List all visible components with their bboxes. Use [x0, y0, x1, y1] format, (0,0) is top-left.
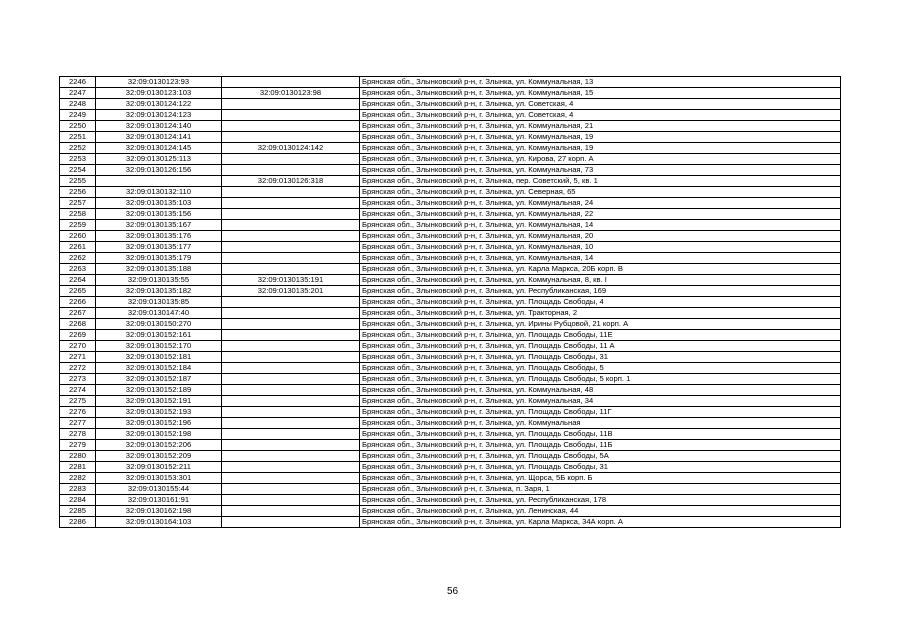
- previous-cadastral-number-cell: [222, 462, 360, 473]
- cadastral-number-cell: 32:09:0130152:184: [96, 363, 222, 374]
- table-row: [60, 209, 841, 220]
- row-number-cell: 2247: [60, 88, 96, 99]
- row-number-cell: 2262: [60, 253, 96, 264]
- table-row: [60, 418, 841, 429]
- previous-cadastral-number-cell: [222, 165, 360, 176]
- cadastral-number-cell: 32:09:0130152:161: [96, 330, 222, 341]
- cadastral-number-cell: 32:09:0130135:188: [96, 264, 222, 275]
- address-cell: Брянская обл., Злынковский р-н, г. Злынка, ул. Тракторная, 2: [360, 308, 841, 319]
- previous-cadastral-number-cell: [222, 363, 360, 374]
- cadastral-number-cell: 32:09:0130152:191: [96, 396, 222, 407]
- table-row: [60, 407, 841, 418]
- table-row: [60, 286, 841, 297]
- table-row: [60, 121, 841, 132]
- previous-cadastral-number-cell: [222, 154, 360, 165]
- table-row: [60, 462, 841, 473]
- previous-cadastral-number-cell: 32:09:0130124:142: [222, 143, 360, 154]
- previous-cadastral-number-cell: [222, 253, 360, 264]
- previous-cadastral-number-cell: [222, 385, 360, 396]
- previous-cadastral-number-cell: [222, 495, 360, 506]
- previous-cadastral-number-cell: [222, 77, 360, 88]
- cadastral-number-cell: 32:09:0130135:176: [96, 231, 222, 242]
- row-number-cell: 2271: [60, 352, 96, 363]
- address-cell: Брянская обл., Злынковский р-н, г. Злынка, ул. Коммунальная, 19: [360, 132, 841, 143]
- row-number-cell: 2253: [60, 154, 96, 165]
- previous-cadastral-number-cell: [222, 308, 360, 319]
- table-row: [60, 352, 841, 363]
- address-cell: Брянская обл., Злынковский р-н, г. Злынка, ул. Карла Маркса, 20Б корп. В: [360, 264, 841, 275]
- row-number-cell: 2255: [60, 176, 96, 187]
- previous-cadastral-number-cell: [222, 99, 360, 110]
- row-number-cell: 2263: [60, 264, 96, 275]
- previous-cadastral-number-cell: 32:09:0130135:201: [222, 286, 360, 297]
- row-number-cell: 2273: [60, 374, 96, 385]
- cadastral-number-cell: 32:09:0130135:55: [96, 275, 222, 286]
- address-cell: Брянская обл., Злынковский р-н, г. Злынка, ул. Площадь Свободы, 5: [360, 363, 841, 374]
- address-cell: Брянская обл., Злынковский р-н, г. Злынка, ул. Коммунальная, 8, кв. I: [360, 275, 841, 286]
- address-cell: Брянская обл., Злынковский р-н, г. Злынка, ул. Кирова, 27 корп. А: [360, 154, 841, 165]
- address-cell: Брянская обл., Злынковский р-н, г. Злынка, ул. Площадь Свободы, 31: [360, 462, 841, 473]
- previous-cadastral-number-cell: [222, 264, 360, 275]
- cadastral-number-cell: 32:09:0130124:140: [96, 121, 222, 132]
- address-cell: Брянская обл., Злынковский р-н, г. Злынка, ул. Коммунальная, 34: [360, 396, 841, 407]
- address-cell: Брянская обл., Злынковский р-н, г. Злынка, ул. Площадь Свободы, 11Е: [360, 330, 841, 341]
- address-cell: Брянская обл., Злынковский р-н, г. Злынка, ул. Коммунальная, 21: [360, 121, 841, 132]
- table-row: [60, 495, 841, 506]
- cadastral-number-cell: 32:09:0130135:182: [96, 286, 222, 297]
- cadastral-number-cell: 32:09:0130135:167: [96, 220, 222, 231]
- row-number-cell: 2276: [60, 407, 96, 418]
- cadastral-number-cell: 32:09:0130153:301: [96, 473, 222, 484]
- row-number-cell: 2260: [60, 231, 96, 242]
- previous-cadastral-number-cell: [222, 418, 360, 429]
- table-row: [60, 484, 841, 495]
- address-cell: Брянская обл., Злынковский р-н, г. Злынка, ул. Коммунальная, 48: [360, 385, 841, 396]
- address-cell: Брянская обл., Злынковский р-н, г. Злынка, ул. Коммунальная, 14: [360, 253, 841, 264]
- cadastral-number-cell: 32:09:0130135:85: [96, 297, 222, 308]
- row-number-cell: 2283: [60, 484, 96, 495]
- cadastral-number-cell: 32:09:0130152:196: [96, 418, 222, 429]
- address-cell: Брянская обл., Злынковский р-н, г. Злынка, ул. Северная, 65: [360, 187, 841, 198]
- table-row: [60, 396, 841, 407]
- table-row: [60, 308, 841, 319]
- row-number-cell: 2281: [60, 462, 96, 473]
- table-row: [60, 77, 841, 88]
- cadastral-number-cell: 32:09:0130152:206: [96, 440, 222, 451]
- cadastral-number-cell: 32:09:0130135:177: [96, 242, 222, 253]
- table-row: [60, 451, 841, 462]
- table-row: [60, 154, 841, 165]
- row-number-cell: 2279: [60, 440, 96, 451]
- previous-cadastral-number-cell: [222, 198, 360, 209]
- table-row: [60, 132, 841, 143]
- property-registry-table: [59, 76, 841, 528]
- address-cell: Брянская обл., Злынковский р-н, г. Злынка, ул. Коммунальная, 10: [360, 242, 841, 253]
- cadastral-number-cell: 32:09:0130135:156: [96, 209, 222, 220]
- previous-cadastral-number-cell: [222, 187, 360, 198]
- row-number-cell: 2285: [60, 506, 96, 517]
- address-cell: Брянская обл., Злынковский р-н, г. Злынка, ул. Площадь Свободы, 4: [360, 297, 841, 308]
- address-cell: Брянская обл., Злынковский р-н, г. Злынка, ул. Площадь Свободы, 11 А: [360, 341, 841, 352]
- table-row: [60, 297, 841, 308]
- table-row: [60, 187, 841, 198]
- table-row: [60, 99, 841, 110]
- cadastral-number-cell: 32:09:0130152:189: [96, 385, 222, 396]
- cadastral-number-cell: 32:09:0130147:40: [96, 308, 222, 319]
- cadastral-number-cell: 32:09:0130132:110: [96, 187, 222, 198]
- previous-cadastral-number-cell: [222, 440, 360, 451]
- previous-cadastral-number-cell: 32:09:0130126:318: [222, 176, 360, 187]
- row-number-cell: 2275: [60, 396, 96, 407]
- row-number-cell: 2258: [60, 209, 96, 220]
- cadastral-number-cell: 32:09:0130123:93: [96, 77, 222, 88]
- cadastral-number-cell: [96, 176, 222, 187]
- cadastral-number-cell: 32:09:0130135:179: [96, 253, 222, 264]
- cadastral-number-cell: 32:09:0130162:198: [96, 506, 222, 517]
- previous-cadastral-number-cell: [222, 209, 360, 220]
- table-row: [60, 88, 841, 99]
- address-cell: Брянская обл., Злынковский р-н, г. Злынка, ул. Площадь Свободы, 31: [360, 352, 841, 363]
- cadastral-number-cell: 32:09:0130152:211: [96, 462, 222, 473]
- row-number-cell: 2251: [60, 132, 96, 143]
- table-row: [60, 429, 841, 440]
- previous-cadastral-number-cell: [222, 506, 360, 517]
- cadastral-number-cell: 32:09:0130123:103: [96, 88, 222, 99]
- previous-cadastral-number-cell: [222, 110, 360, 121]
- table-row: [60, 363, 841, 374]
- row-number-cell: 2282: [60, 473, 96, 484]
- table-row: [60, 176, 841, 187]
- row-number-cell: 2259: [60, 220, 96, 231]
- row-number-cell: 2265: [60, 286, 96, 297]
- table-row: [60, 440, 841, 451]
- address-cell: Брянская обл., Злынковский р-н, г. Злынка, ул. Коммунальная, 14: [360, 220, 841, 231]
- page-number: 56: [446, 586, 459, 597]
- previous-cadastral-number-cell: [222, 396, 360, 407]
- previous-cadastral-number-cell: [222, 330, 360, 341]
- cadastral-number-cell: 32:09:0130152:198: [96, 429, 222, 440]
- row-number-cell: 2268: [60, 319, 96, 330]
- address-cell: Брянская обл., Злынковский р-н, г. Злынка, ул. Коммунальная: [360, 418, 841, 429]
- table-row: [60, 143, 841, 154]
- address-cell: Брянская обл., Злынковский р-н, г. Злынка, ул. Карла Маркса, 34А корп. А: [360, 517, 841, 528]
- row-number-cell: 2264: [60, 275, 96, 286]
- table-row: [60, 110, 841, 121]
- row-number-cell: 2274: [60, 385, 96, 396]
- previous-cadastral-number-cell: 32:09:0130123:98: [222, 88, 360, 99]
- address-cell: Брянская обл., Злынковский р-н, г. Злынка, ул. Коммунальная, 24: [360, 198, 841, 209]
- row-number-cell: 2269: [60, 330, 96, 341]
- address-cell: Брянская обл., Злынковский р-н, г. Злынка, ул. Советская, 4: [360, 110, 841, 121]
- address-cell: Брянская обл., Злынковский р-н, г. Злынка, пер. Советский, 5, кв. 1: [360, 176, 841, 187]
- previous-cadastral-number-cell: [222, 132, 360, 143]
- row-number-cell: 2261: [60, 242, 96, 253]
- row-number-cell: 2280: [60, 451, 96, 462]
- table-row: [60, 264, 841, 275]
- address-cell: Брянская обл., Злынковский р-н, г. Злынка, п. Заря, 1: [360, 484, 841, 495]
- table-row: [60, 198, 841, 209]
- cadastral-number-cell: 32:09:0130164:103: [96, 517, 222, 528]
- address-cell: Брянская обл., Злынковский р-н, г. Злынка, ул. Коммунальная, 22: [360, 209, 841, 220]
- table-row: [60, 506, 841, 517]
- cadastral-number-cell: 32:09:0130126:156: [96, 165, 222, 176]
- row-number-cell: 2249: [60, 110, 96, 121]
- address-cell: Брянская обл., Злынковский р-н, г. Злынка, ул. Коммунальная, 13: [360, 77, 841, 88]
- table-row: [60, 330, 841, 341]
- cadastral-number-cell: 32:09:0130124:123: [96, 110, 222, 121]
- row-number-cell: 2266: [60, 297, 96, 308]
- address-cell: Брянская обл., Злынковский р-н, г. Злынка, ул. Площадь Свободы, 5 корп. 1: [360, 374, 841, 385]
- cadastral-number-cell: 32:09:0130150:270: [96, 319, 222, 330]
- table-row: [60, 220, 841, 231]
- address-cell: Брянская обл., Злынковский р-н, г. Злынка, ул. Коммунальная, 15: [360, 88, 841, 99]
- table-row: [60, 517, 841, 528]
- previous-cadastral-number-cell: [222, 374, 360, 385]
- row-number-cell: 2267: [60, 308, 96, 319]
- address-cell: Брянская обл., Злынковский р-н, г. Злынка, ул. Республиканская, 169: [360, 286, 841, 297]
- table-row: [60, 319, 841, 330]
- table-row: [60, 253, 841, 264]
- table-row: [60, 341, 841, 352]
- previous-cadastral-number-cell: [222, 451, 360, 462]
- cadastral-number-cell: 32:09:0130135:103: [96, 198, 222, 209]
- previous-cadastral-number-cell: 32:09:0130135:191: [222, 275, 360, 286]
- row-number-cell: 2286: [60, 517, 96, 528]
- cadastral-number-cell: 32:09:0130152:170: [96, 341, 222, 352]
- cadastral-number-cell: 32:09:0130152:193: [96, 407, 222, 418]
- registry-table-body: [60, 77, 841, 528]
- table-row: [60, 473, 841, 484]
- address-cell: Брянская обл., Злынковский р-н, г. Злынка, ул. Республиканская, 178: [360, 495, 841, 506]
- row-number-cell: 2246: [60, 77, 96, 88]
- row-number-cell: 2284: [60, 495, 96, 506]
- table-row: [60, 231, 841, 242]
- row-number-cell: 2277: [60, 418, 96, 429]
- previous-cadastral-number-cell: [222, 297, 360, 308]
- previous-cadastral-number-cell: [222, 429, 360, 440]
- table-row: [60, 275, 841, 286]
- address-cell: Брянская обл., Злынковский р-н, г. Злынка, ул. Площадь Свободы, 11Б: [360, 440, 841, 451]
- cadastral-number-cell: 32:09:0130161:91: [96, 495, 222, 506]
- row-number-cell: 2256: [60, 187, 96, 198]
- previous-cadastral-number-cell: [222, 517, 360, 528]
- address-cell: Брянская обл., Злынковский р-н, г. Злынка, ул. Ирины Рубцовой, 21 корп. А: [360, 319, 841, 330]
- previous-cadastral-number-cell: [222, 473, 360, 484]
- previous-cadastral-number-cell: [222, 242, 360, 253]
- row-number-cell: 2254: [60, 165, 96, 176]
- cadastral-number-cell: 32:09:0130125:113: [96, 154, 222, 165]
- address-cell: Брянская обл., Злынковский р-н, г. Злынка, ул. Щорса, 5Б корп. Б: [360, 473, 841, 484]
- cadastral-number-cell: 32:09:0130152:187: [96, 374, 222, 385]
- table-row: [60, 385, 841, 396]
- previous-cadastral-number-cell: [222, 231, 360, 242]
- cadastral-number-cell: 32:09:0130124:145: [96, 143, 222, 154]
- previous-cadastral-number-cell: [222, 352, 360, 363]
- previous-cadastral-number-cell: [222, 341, 360, 352]
- address-cell: Брянская обл., Злынковский р-н, г. Злынка, ул. Коммунальная, 20: [360, 231, 841, 242]
- previous-cadastral-number-cell: [222, 484, 360, 495]
- previous-cadastral-number-cell: [222, 319, 360, 330]
- address-cell: Брянская обл., Злынковский р-н, г. Злынка, ул. Площадь Свободы, 11Г: [360, 407, 841, 418]
- address-cell: Брянская обл., Злынковский р-н, г. Злынка, ул. Площадь Свободы, 5А: [360, 451, 841, 462]
- row-number-cell: 2248: [60, 99, 96, 110]
- previous-cadastral-number-cell: [222, 220, 360, 231]
- row-number-cell: 2270: [60, 341, 96, 352]
- cadastral-number-cell: 32:09:0130124:141: [96, 132, 222, 143]
- row-number-cell: 2278: [60, 429, 96, 440]
- previous-cadastral-number-cell: [222, 407, 360, 418]
- cadastral-number-cell: 32:09:0130152:209: [96, 451, 222, 462]
- table-row: [60, 374, 841, 385]
- address-cell: Брянская обл., Злынковский р-н, г. Злынка, ул. Советская, 4: [360, 99, 841, 110]
- table-row: [60, 165, 841, 176]
- address-cell: Брянская обл., Злынковский р-н, г. Злынка, ул. Площадь Свободы, 11В: [360, 429, 841, 440]
- address-cell: Брянская обл., Злынковский р-н, г. Злынка, ул. Ленинская, 44: [360, 506, 841, 517]
- address-cell: Брянская обл., Злынковский р-н, г. Злынка, ул. Коммунальная, 73: [360, 165, 841, 176]
- cadastral-number-cell: 32:09:0130155:44: [96, 484, 222, 495]
- cadastral-number-cell: 32:09:0130124:122: [96, 99, 222, 110]
- row-number-cell: 2257: [60, 198, 96, 209]
- row-number-cell: 2250: [60, 121, 96, 132]
- row-number-cell: 2252: [60, 143, 96, 154]
- table-row: [60, 242, 841, 253]
- address-cell: Брянская обл., Злынковский р-н, г. Злынка, ул. Коммунальная, 19: [360, 143, 841, 154]
- row-number-cell: 2272: [60, 363, 96, 374]
- previous-cadastral-number-cell: [222, 121, 360, 132]
- cadastral-number-cell: 32:09:0130152:181: [96, 352, 222, 363]
